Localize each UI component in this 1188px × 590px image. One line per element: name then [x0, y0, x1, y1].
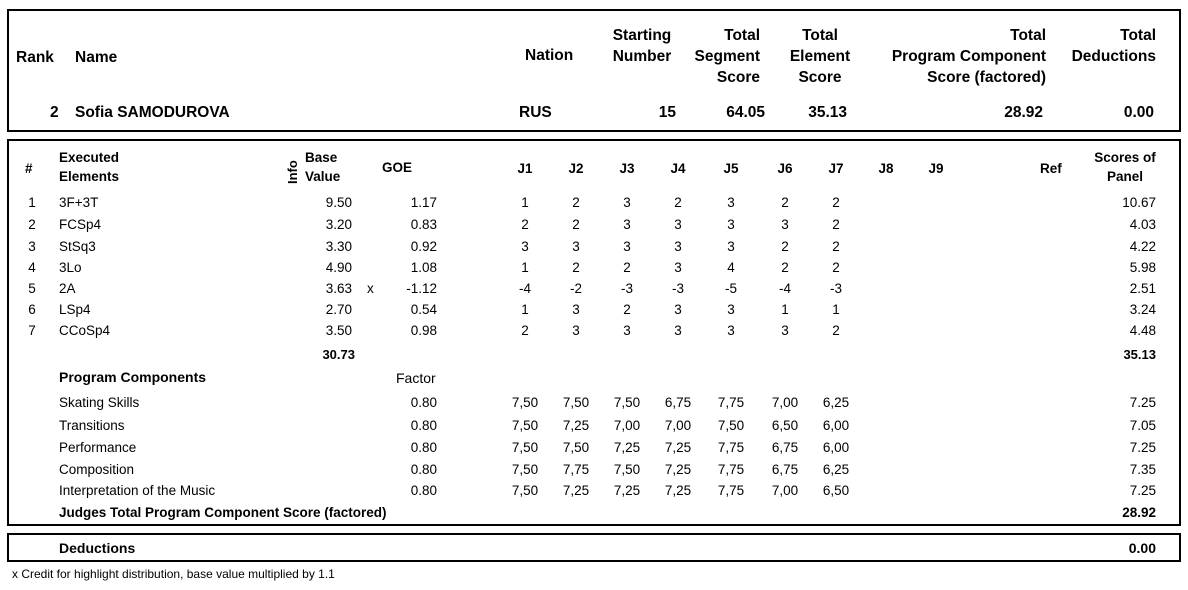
element-base-value: 4.90: [325, 260, 352, 275]
component-judge-score: 7,50: [511, 483, 539, 498]
total-deductions-header: Total Deductions: [1071, 27, 1156, 65]
element-base-value: 9.50: [325, 195, 352, 210]
element-goe: 0.83: [410, 217, 437, 232]
scores-of-panel-header: Scores of Panel: [1094, 150, 1156, 184]
deductions-value: 0.00: [1123, 104, 1154, 121]
deductions-label: Deductions: [59, 540, 136, 556]
element-judge-score: -5: [724, 281, 737, 296]
element-panel-score: 4.03: [1129, 217, 1156, 232]
component-judge-score: 7,25: [613, 483, 641, 498]
element-number: 1: [28, 195, 36, 210]
element-judge-score: 3: [674, 302, 682, 317]
judge-header-5: J5: [723, 161, 739, 176]
component-name: Transitions: [59, 418, 125, 433]
component-judge-score: 7,00: [664, 418, 692, 433]
element-judge-score: 3: [572, 323, 580, 338]
judge-header-1: J1: [517, 161, 533, 176]
element-goe: 0.92: [410, 239, 437, 254]
element-name: LSp4: [59, 302, 91, 317]
program-components-title: Program Components: [59, 369, 207, 385]
component-judge-score: 6,75: [771, 462, 799, 477]
element-name: FCSp4: [59, 217, 102, 232]
element-judge-score: 2: [832, 239, 840, 254]
component-panel-score: 7.25: [1129, 483, 1156, 498]
element-judge-score: 3: [674, 239, 682, 254]
element-judge-score: 2: [832, 217, 840, 232]
component-judge-score: 7,75: [717, 483, 745, 498]
component-judge-score: 6,75: [771, 440, 799, 455]
num-col-header: #: [25, 161, 33, 176]
nation-value: RUS: [519, 104, 552, 121]
component-judge-score: 7,25: [664, 440, 692, 455]
element-judge-score: 1: [521, 195, 529, 210]
component-judge-score: 7,50: [613, 395, 641, 410]
judge-header-6: J6: [777, 161, 793, 176]
executed-elements-header: Executed Elements: [59, 150, 120, 184]
element-judge-score: 3: [623, 195, 631, 210]
element-goe: 0.98: [410, 323, 437, 338]
component-judge-score: 6,00: [822, 418, 850, 433]
name-header: Name: [75, 49, 118, 66]
factor-header: Factor: [396, 370, 436, 386]
component-factor: 0.80: [410, 483, 437, 498]
element-number: 4: [28, 260, 36, 275]
element-judge-score: 2: [832, 260, 840, 275]
component-judge-score: 7,75: [717, 395, 745, 410]
judges-total-pcs-score: 28.92: [1122, 505, 1156, 520]
element-name: 3Lo: [59, 260, 82, 275]
component-judge-score: 7,25: [562, 418, 590, 433]
element-panel-score: 4.48: [1129, 323, 1156, 338]
element-judge-score: 3: [727, 302, 735, 317]
base-value-total: 30.73: [322, 347, 355, 362]
component-judge-score: 7,50: [511, 462, 539, 477]
judge-header-7: J7: [828, 161, 844, 176]
ref-header: Ref: [1040, 161, 1062, 176]
deductions-box: [7, 533, 1181, 562]
component-panel-score: 7.05: [1129, 418, 1156, 433]
total-pcs-header: Total Program Component Score (factored): [891, 27, 1046, 86]
element-judge-score: -3: [829, 281, 842, 296]
element-goe: -1.12: [406, 281, 437, 296]
element-judge-score: 2: [781, 260, 789, 275]
tss-value: 64.05: [726, 104, 765, 121]
component-judge-score: 6,00: [822, 440, 850, 455]
element-judge-score: 2: [623, 260, 631, 275]
element-judge-score: 2: [521, 217, 529, 232]
pcs-value: 28.92: [1004, 104, 1043, 121]
judge-header-8: J8: [878, 161, 894, 176]
element-judge-score: 3: [727, 323, 735, 338]
component-factor: 0.80: [410, 440, 437, 455]
judge-header-2: J2: [568, 161, 584, 176]
elements-score-total: 35.13: [1123, 347, 1156, 362]
element-judge-score: 2: [572, 260, 580, 275]
element-base-value: 3.50: [325, 323, 352, 338]
element-judge-score: 2: [781, 239, 789, 254]
element-judge-score: 2: [781, 195, 789, 210]
component-judge-score: 7,25: [664, 462, 692, 477]
rank-value: 2: [50, 104, 59, 121]
rank-header: Rank: [16, 49, 54, 66]
base-value-header: Base Value: [305, 150, 341, 184]
nation-header: Nation: [525, 47, 574, 64]
element-judge-score: 2: [521, 323, 529, 338]
element-judge-score: 3: [781, 217, 789, 232]
element-judge-score: 3: [727, 239, 735, 254]
component-factor: 0.80: [410, 395, 437, 410]
component-judge-score: 6,25: [822, 395, 850, 410]
component-judge-score: 7,50: [511, 418, 539, 433]
element-judge-score: 1: [781, 302, 789, 317]
component-judge-score: 6,50: [771, 418, 799, 433]
component-judge-score: 7,00: [613, 418, 641, 433]
judges-total-pcs-label: Judges Total Program Component Score (factored): [59, 505, 387, 520]
starting-number-value: 15: [658, 104, 676, 121]
judge-header-4: J4: [670, 161, 686, 176]
element-number: 2: [28, 217, 36, 232]
component-judge-score: 7,50: [562, 440, 590, 455]
element-goe: 1.08: [410, 260, 437, 275]
total-segment-score-header: Total Segment Score: [694, 27, 760, 86]
element-judge-score: 3: [674, 217, 682, 232]
element-panel-score: 2.51: [1129, 281, 1156, 296]
element-judge-score: 3: [623, 217, 631, 232]
judge-header-3: J3: [619, 161, 635, 176]
element-judge-score: 1: [832, 302, 840, 317]
component-name: Interpretation of the Music: [59, 483, 216, 498]
component-judge-score: 7,00: [771, 395, 799, 410]
component-judge-score: 7,50: [511, 440, 539, 455]
component-factor: 0.80: [410, 462, 437, 477]
tes-value: 35.13: [808, 104, 847, 121]
element-name: StSq3: [59, 239, 96, 254]
element-judge-score: 3: [674, 260, 682, 275]
element-judge-score: 2: [572, 195, 580, 210]
total-element-score-header: Total Element Score: [789, 27, 851, 86]
footnote: x Credit for highlight distribution, base value multiplied by 1.1: [12, 567, 335, 581]
component-judge-score: 7,25: [562, 483, 590, 498]
element-number: 6: [28, 302, 36, 317]
component-judge-score: 7,50: [511, 395, 539, 410]
element-judge-score: -3: [671, 281, 684, 296]
info-col-header: Info: [285, 160, 300, 184]
element-judge-score: 1: [521, 302, 529, 317]
element-judge-score: -4: [518, 281, 531, 296]
element-judge-score: 2: [674, 195, 682, 210]
component-name: Skating Skills: [59, 395, 140, 410]
element-panel-score: 5.98: [1129, 260, 1156, 275]
starting-number-header: Starting Number: [612, 27, 672, 65]
element-judge-score: 3: [781, 323, 789, 338]
element-judge-score: -3: [620, 281, 633, 296]
element-panel-score: 10.67: [1122, 195, 1156, 210]
element-judge-score: -4: [778, 281, 791, 296]
element-goe: 1.17: [410, 195, 437, 210]
element-judge-score: 3: [572, 302, 580, 317]
component-judge-score: 7,75: [562, 462, 590, 477]
element-base-value: 2.70: [325, 302, 352, 317]
judge-header-9: J9: [928, 161, 944, 176]
element-panel-score: 4.22: [1129, 239, 1156, 254]
element-judge-score: 3: [623, 239, 631, 254]
element-judge-score: 2: [623, 302, 631, 317]
component-judge-score: 7,25: [664, 483, 692, 498]
element-judge-score: 2: [832, 195, 840, 210]
component-panel-score: 7.25: [1129, 440, 1156, 455]
element-judge-score: 3: [623, 323, 631, 338]
element-judge-score: 2: [572, 217, 580, 232]
element-judge-score: 3: [572, 239, 580, 254]
component-judge-score: 7,50: [562, 395, 590, 410]
deductions-total: 0.00: [1128, 540, 1156, 556]
element-base-value: 3.20: [325, 217, 352, 232]
element-base-value: 3.30: [325, 239, 352, 254]
component-factor: 0.80: [410, 418, 437, 433]
component-panel-score: 7.25: [1129, 395, 1156, 410]
element-name: CCoSp4: [59, 323, 111, 338]
component-judge-score: 6,75: [664, 395, 692, 410]
element-number: 7: [28, 323, 36, 338]
element-judge-score: 1: [521, 260, 529, 275]
element-judge-score: 4: [727, 260, 735, 275]
element-bonus-marker: x: [367, 281, 374, 296]
element-judge-score: 3: [727, 195, 735, 210]
component-judge-score: 7,50: [613, 462, 641, 477]
skater-name: Sofia SAMODUROVA: [75, 104, 230, 121]
goe-header: GOE: [382, 160, 413, 175]
element-number: 3: [28, 239, 36, 254]
component-panel-score: 7.35: [1129, 462, 1156, 477]
element-judge-score: 3: [521, 239, 529, 254]
element-number: 5: [28, 281, 36, 296]
component-judge-score: 7,75: [717, 440, 745, 455]
element-judge-score: -2: [569, 281, 582, 296]
component-judge-score: 7,50: [717, 418, 745, 433]
element-judge-score: 2: [832, 323, 840, 338]
element-goe: 0.54: [410, 302, 437, 317]
element-judge-score: 3: [674, 323, 682, 338]
component-name: Performance: [59, 440, 137, 455]
component-judge-score: 7,25: [613, 440, 641, 455]
component-judge-score: 7,75: [717, 462, 745, 477]
component-name: Composition: [59, 462, 135, 477]
element-name: 3F+3T: [59, 195, 99, 210]
element-base-value: 3.63: [325, 281, 352, 296]
element-name: 2A: [59, 281, 76, 296]
component-judge-score: 6,25: [822, 462, 850, 477]
component-judge-score: 7,00: [771, 483, 799, 498]
component-judge-score: 6,50: [822, 483, 850, 498]
element-panel-score: 3.24: [1129, 302, 1156, 317]
element-judge-score: 3: [727, 217, 735, 232]
